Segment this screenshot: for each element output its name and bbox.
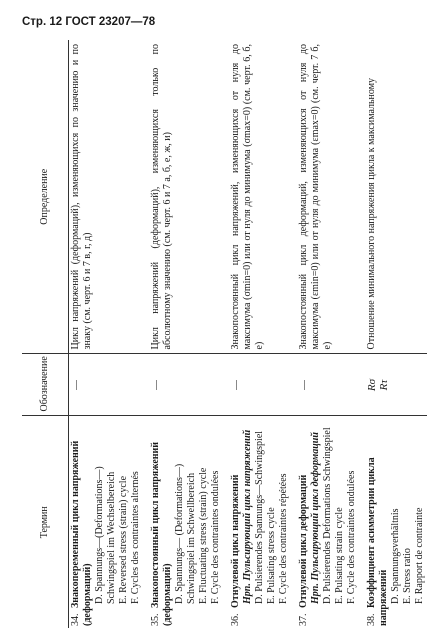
term-title: Знакопостоянный цикл напряжений (деформаций)	[150, 441, 173, 626]
term-translation: E. Pulsating strain cycle	[334, 507, 345, 604]
symbol-r-sigma: Rσ	[366, 378, 378, 392]
table-row	[365, 40, 427, 628]
definition-cell: Знакопостоянный цикл деформаций, изменяющихся от нуля до максимума (εmin=0) или от нуля до минимума (εmax=0) (см. черт. 7 б, е)	[298, 44, 333, 350]
term-translation: E. Pulsating stress cycle	[266, 507, 277, 604]
column-header-term: Термин	[22, 416, 69, 628]
term-translation: D. Spannungs— (Deformations—)	[174, 463, 185, 604]
term-not-recommended: Нрп. Пульсирующий цикл напряжений	[242, 429, 253, 604]
term-translation: F. Cycle des contraintes ondulées	[210, 470, 221, 604]
definition-cell: Знакопостоянный цикл напряжений, изменяющихся от нуля до максимума (σmin=0) или от нуля до минимума (σmax=0) (см. черт. 6, б, е)	[230, 44, 265, 350]
table-row	[149, 40, 229, 628]
symbol-r-tau: Rτ	[378, 379, 390, 391]
symbol-cell: —	[149, 354, 229, 416]
column-header-definition: Определение	[22, 40, 69, 354]
symbol-cell: —	[297, 354, 365, 416]
term-translation: F. Cycle des contraintes répétées	[278, 473, 289, 604]
term-translation: E. Fluctuating stress (strain) cycle	[198, 467, 209, 604]
symbol-cell: —	[69, 354, 150, 416]
term-cell	[69, 416, 150, 628]
term-translation: D. Pulsierendes Deformations Schwingspiel	[322, 427, 333, 604]
entry-number: 35.	[150, 613, 161, 626]
term-translation: D. Pulsierendes Spannungs—Schwingspiel	[254, 430, 265, 604]
term-cell	[297, 416, 365, 628]
entry-number: 36.	[230, 613, 241, 626]
term-translation: D. Spannungsverhältnis	[390, 508, 401, 604]
term-title: Отнулевой цикл напряжений	[230, 474, 241, 608]
term-not-recommended: Нрп. Пульсирующий цикл деформаций	[310, 432, 321, 604]
term-translation: E. Reversed stress (strain) cycle	[118, 475, 129, 604]
column-header-symbol: Обозначение	[22, 354, 69, 416]
table-header-row	[22, 40, 69, 628]
term-translation: F. Rapport de contrainte	[414, 507, 425, 604]
entry-number: 38.	[366, 613, 377, 626]
definition-cell: Отношение минимального напряжения цикла к максимальному	[366, 77, 377, 350]
term-translation: F. Cycles des contraintes alternés	[130, 471, 141, 604]
table-row	[297, 40, 365, 628]
term-title: Коэффициент асимметрии цикла напряжений	[366, 457, 389, 626]
entry-number: 34.	[70, 613, 81, 626]
symbol-cell: —	[229, 354, 297, 416]
term-translation: Schwingspiel im Schwellbereich	[186, 472, 197, 604]
term-translation: F. Cycle des contraintes ondulées	[346, 470, 357, 604]
term-translation: D. Spannungs—(Deformations—)	[94, 466, 105, 604]
rotated-table-page	[22, 40, 425, 628]
term-cell	[229, 416, 297, 628]
page-header: Стр. 12 ГОСТ 23207—78	[22, 16, 156, 28]
term-cell	[365, 416, 427, 628]
term-translation: E. Stress ratio	[402, 548, 413, 604]
term-cell	[149, 416, 229, 628]
term-translation: Schwingspiel im Wechselbereich	[106, 471, 117, 604]
definition-cell: Цикл напряжений (деформаций), изменяющихся только по абсолютному значению (см. черт. 6 и 7 а, б, е, ж, и)	[150, 44, 173, 350]
definition-cell: Цикл напряжений (деформаций), изменяющихся по значению и по знаку (см. черт. 6 и 7 в, г, д)	[70, 44, 93, 350]
term-title: Отнулевой цикл деформаций	[298, 474, 309, 608]
term-title: Знакопеременный цикл напряжений (деформаций)	[70, 440, 93, 626]
table-row	[229, 40, 297, 628]
symbol-cell	[365, 354, 427, 416]
entry-number: 37.	[298, 613, 309, 626]
terms-table	[22, 40, 427, 628]
table-row	[69, 40, 150, 628]
